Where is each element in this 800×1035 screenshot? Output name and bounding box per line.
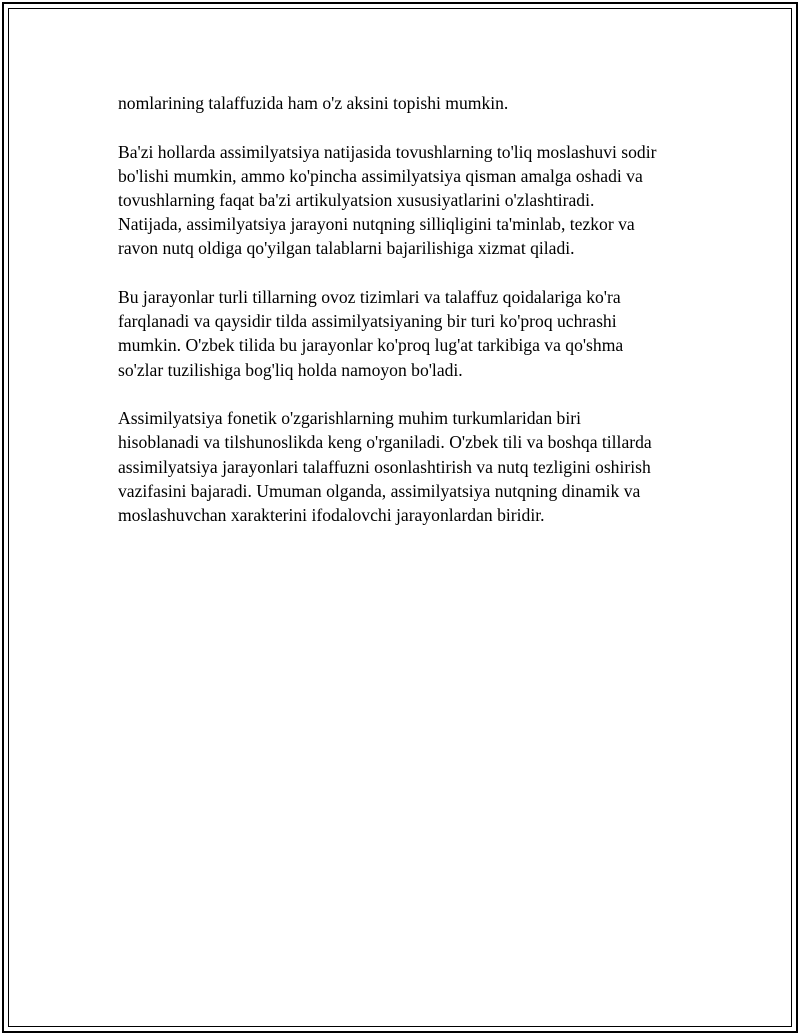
paragraph-1 <box>118 91 698 115</box>
text-line: Ba'zi hollarda assimilyatsiya natijasida tovushlarning to'liq moslashuvi sodir <box>118 141 657 162</box>
paragraph-3 <box>118 285 698 382</box>
text-line: nomlarining talaffuzida ham o'z aksini topishi mumkin. <box>118 93 509 113</box>
text-line: vazifasini bajaradi. Umuman olganda, assimilyatsiya nutqning dinamik va <box>118 480 641 501</box>
document-body <box>118 91 698 552</box>
text-line: so'zlar tuzilishiga bog'liq holda namoyon bo'ladi. <box>118 359 463 380</box>
text-line: farqlanadi va qaysidir tilda assimilyatsiyaning bir turi ko'proq uchrashi <box>118 311 617 332</box>
text-line: Bu jarayonlar turli tillarning ovoz tizimlari va talaffuz qoidalariga ko'ra <box>118 287 621 307</box>
text-line: assimilyatsiya jarayonlari talaffuzni osonlashtirish va nutq tezligini oshirish <box>118 456 651 477</box>
paragraph-4 <box>118 406 698 527</box>
text-line: bo'lishi mumkin, ammo ko'pincha assimilyatsiya qisman amalga oshadi va <box>118 165 643 186</box>
text-line: Assimilyatsiya fonetik o'zgarishlarning muhim turkumlaridan biri <box>118 408 581 429</box>
text-line: hisoblanadi va tilshunoslikda keng o'rganiladi. O'zbek tili va boshqa tillarda <box>118 432 652 453</box>
text-line: tovushlarning faqat ba'zi artikulyatsion xususiyatlarini o'zlashtiradi. <box>118 190 595 210</box>
text-line: Natijada, assimilyatsiya jarayoni nutqning silliqligini ta'minlab, tezkor va <box>118 214 635 235</box>
text-line: ravon nutq oldiga qo'yilgan talablarni bajarilishiga xizmat qiladi. <box>118 238 575 259</box>
text-line: moslashuvchan xarakterini ifodalovchi jarayonlardan biridir. <box>118 505 545 526</box>
paragraph-2 <box>118 140 698 261</box>
text-line: mumkin. O'zbek tilida bu jarayonlar ko'proq lug'at tarkibiga va qo'shma <box>118 335 624 356</box>
